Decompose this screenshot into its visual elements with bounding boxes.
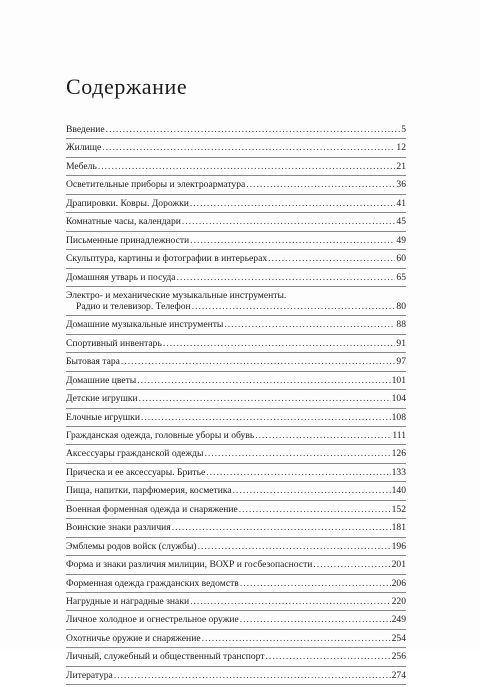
toc-entry: [66, 215, 406, 233]
dot-leader: [141, 411, 391, 425]
toc-entry: [66, 355, 406, 373]
toc-page-number: 12: [396, 142, 406, 154]
toc-page-number: 256: [391, 651, 406, 663]
toc-entry-label: Мебель: [66, 160, 97, 172]
dot-leader: [202, 632, 391, 646]
toc-page-number: 101: [391, 374, 406, 386]
toc-entry-label: Военная форменная одежда и снаряжение: [66, 503, 238, 515]
toc-entry: [66, 650, 406, 668]
toc-entry: [66, 577, 406, 595]
toc-entry: [66, 271, 406, 289]
toc-page-number: 49: [396, 234, 406, 246]
toc-entry: [66, 669, 406, 687]
dot-leader: [114, 669, 391, 683]
toc-entry: [66, 447, 406, 465]
toc-entry-label: Нагрудные и наградные знаки: [66, 595, 190, 607]
toc-entry: [66, 141, 406, 159]
toc-entry: [66, 558, 406, 576]
toc-entry-label: Спортивный инвентарь: [66, 337, 162, 349]
toc-entry-label: Пища, напитки, парфюмерия, косметика: [66, 485, 232, 497]
toc-entry-label: Драпировки. Ковры. Дорожки: [66, 197, 189, 209]
toc-page-number: 140: [391, 485, 406, 497]
toc-entry: [66, 521, 406, 539]
dot-leader: [204, 447, 390, 461]
toc-page-number: 45: [396, 216, 406, 228]
toc-entry-label: Электро- и механические музыкальные инструменты.: [66, 289, 287, 301]
toc-entry-label: Введение: [66, 124, 105, 135]
toc-entry-label: Гражданская одежда, головные уборы и обувь: [66, 430, 255, 441]
toc-page-number: 152: [391, 503, 406, 515]
toc-entry-label: Осветительные приборы и электроарматура: [66, 179, 246, 191]
toc-entry: [66, 466, 406, 484]
toc-page-number: 274: [391, 669, 406, 681]
toc-entry-label: Скульптура, картины и фотографии в интерьерах: [66, 253, 268, 265]
toc-entry: [66, 595, 406, 613]
dot-leader: [172, 521, 391, 535]
toc-page-number: 111: [392, 430, 406, 441]
toc-entry: [66, 374, 406, 392]
toc-entry: [66, 300, 406, 318]
toc-entry-label: Домашние музыкальные инструменты: [66, 319, 224, 331]
dot-leader: [246, 178, 395, 192]
toc-entry: [66, 123, 406, 141]
toc-page-number: 196: [391, 540, 406, 552]
toc-entry-label: Личное холодное и огнестрельное оружие: [66, 614, 239, 626]
dot-leader: [98, 160, 396, 174]
toc-page-number: 104: [391, 393, 406, 405]
dot-leader: [190, 595, 390, 609]
toc-page-number: 133: [391, 466, 406, 478]
toc-page-number: 91: [396, 337, 406, 349]
dot-leader: [177, 271, 396, 285]
toc-entry: [66, 632, 406, 650]
toc-page-number: 201: [391, 559, 406, 571]
dot-leader: [190, 197, 396, 211]
toc-page-number: 60: [396, 253, 406, 265]
toc-entry-label: Детские игрушки: [66, 393, 138, 405]
dot-leader: [224, 318, 395, 332]
dot-leader: [192, 300, 396, 314]
toc-page-number: 65: [396, 271, 406, 283]
toc-entry: [66, 392, 406, 410]
dot-leader: [268, 252, 395, 266]
toc-entry-line: [66, 289, 406, 300]
toc-entry-label: Воинские знаки различия: [66, 522, 171, 534]
dot-leader: [233, 484, 391, 498]
dot-leader: [182, 215, 396, 229]
toc-entry: [66, 318, 406, 336]
dot-leader: [106, 123, 401, 137]
dot-leader: [163, 337, 396, 351]
toc-entry-label: Личный, служебный и общественный транспорт: [66, 651, 265, 663]
toc-entry-label: Охотничье оружие и снаряжение: [66, 632, 201, 644]
toc-entry-label: Жилище: [66, 142, 102, 154]
toc-entry-label: Литература: [66, 669, 113, 681]
toc-page-number: 36: [396, 179, 406, 191]
toc-entry: [66, 484, 406, 502]
toc-page-number: 108: [391, 411, 406, 423]
toc-entry-label: Радио и телевизор. Телефон: [76, 300, 191, 312]
toc-entry-label: Прическа и ее аксессуары. Бритье: [66, 466, 206, 478]
toc-entry-label: Домашние цветы: [66, 374, 137, 386]
toc-page-number: 41: [396, 197, 406, 209]
dot-leader: [240, 613, 391, 627]
dot-leader: [266, 650, 391, 664]
dot-leader: [102, 141, 395, 155]
toc-entry-label: Эмблемы родов войск (службы): [66, 540, 197, 552]
toc-entry: [66, 613, 406, 631]
toc-entry-label: Форма и знаки различия милиции, ВОХР и госбезопасности: [66, 559, 313, 571]
page-title: Содержание: [66, 74, 188, 99]
dot-leader: [137, 374, 390, 388]
toc-entry-label: Елочные игрушки: [66, 411, 140, 423]
toc-page-number: 249: [391, 614, 406, 626]
table-of-contents: [66, 123, 406, 687]
toc-entry: [66, 178, 406, 196]
toc-page-number: 206: [391, 577, 406, 589]
toc-page-number: 80: [396, 300, 406, 312]
toc-entry: [66, 503, 406, 521]
toc-entry: [66, 252, 406, 270]
dot-leader: [240, 577, 391, 591]
toc-page-number: 5: [401, 124, 406, 135]
toc-entry-label: Бытовая тара: [66, 356, 120, 368]
toc-entry: [66, 411, 406, 429]
toc-entry: [66, 429, 406, 447]
toc-page-number: 21: [396, 160, 406, 172]
toc-page-number: 254: [391, 632, 406, 644]
toc-entry-label: Домашняя утварь и посуда: [66, 271, 176, 283]
toc-entry-label: Форменная одежда гражданских ведомств: [66, 577, 239, 589]
dot-leader: [139, 392, 391, 406]
toc-entry: [66, 160, 406, 178]
dot-leader: [206, 466, 390, 480]
dot-leader: [198, 540, 391, 554]
toc-page-number: 126: [391, 448, 406, 460]
dot-leader: [121, 355, 395, 369]
toc-entry: [66, 234, 406, 252]
toc-page-number: 97: [396, 356, 406, 368]
toc-entry: [66, 337, 406, 355]
toc-page-number: 220: [391, 595, 406, 607]
toc-entry: [66, 540, 406, 558]
toc-entry: [66, 197, 406, 215]
toc-page-number: 88: [396, 319, 406, 331]
dot-leader: [190, 234, 395, 248]
dot-leader: [255, 429, 391, 443]
dot-leader: [313, 558, 390, 572]
toc-page-number: 181: [391, 522, 406, 534]
toc-entry-label: Аксессуары гражданской одежды: [66, 448, 204, 460]
toc-entry-label: Комнатные часы, календари: [66, 216, 181, 228]
toc-entry-label: Письменные принадлежности: [66, 234, 190, 246]
dot-leader: [239, 503, 391, 517]
